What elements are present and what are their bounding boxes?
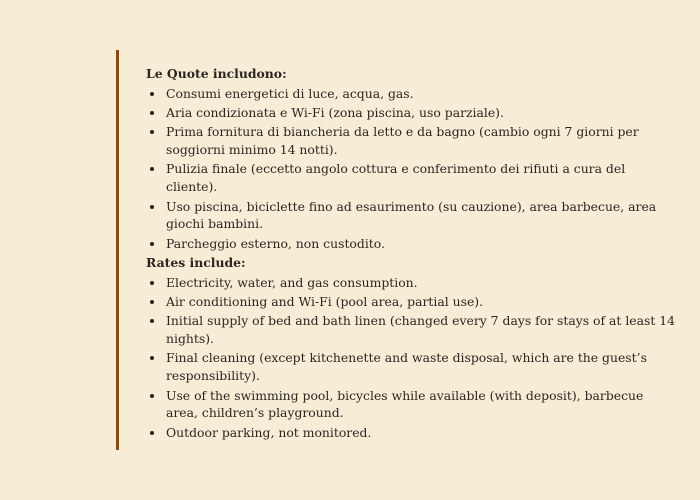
list-item-text: Parcheggio esterno, non custodito. bbox=[166, 235, 385, 251]
english-heading: Rates include: bbox=[146, 254, 246, 270]
italian-list bbox=[146, 85, 676, 253]
list-item bbox=[146, 198, 676, 234]
list-item-text: Pulizia finale (eccetto angolo cottura e conferimento dei rifiuti a cura del cliente). bbox=[166, 161, 626, 195]
list-item-text: Air conditioning and Wi-Fi (pool area, partial use). bbox=[166, 294, 484, 310]
italian-heading: Le Quote includono: bbox=[146, 66, 287, 81]
bullet-icon bbox=[150, 281, 154, 285]
english-list bbox=[146, 274, 676, 442]
list-item bbox=[146, 123, 676, 159]
list-item-text: Outdoor parking, not monitored. bbox=[166, 424, 372, 440]
list-item bbox=[146, 293, 676, 311]
accent-vertical-rule bbox=[116, 50, 119, 450]
list-item bbox=[146, 349, 676, 385]
list-item-text: Uso piscina, biciclette fino ad esaurimento (su cauzione), area barbecue, area giochi bambini. bbox=[166, 198, 657, 232]
bullet-icon bbox=[150, 319, 154, 323]
bullet-icon bbox=[150, 242, 154, 246]
list-item bbox=[146, 387, 676, 423]
bullet-icon bbox=[150, 394, 154, 398]
list-item-text: Prima fornitura di biancheria da letto e da bagno (cambio ogni 7 giorni per soggiorni minimo 14 notti). bbox=[166, 124, 639, 158]
list-item bbox=[146, 104, 676, 122]
bullet-icon bbox=[150, 431, 154, 435]
list-item bbox=[146, 235, 676, 253]
bullet-icon bbox=[150, 356, 154, 360]
list-item-text: Aria condizionata e Wi-Fi (zona piscina, uso parziale). bbox=[166, 105, 504, 121]
list-item bbox=[146, 424, 676, 442]
bullet-icon bbox=[150, 205, 154, 209]
list-item-text: Use of the swimming pool, bicycles while available (with deposit), barbecue area, children’s playground. bbox=[166, 387, 644, 421]
list-item-text: Final cleaning (except kitchenette and waste disposal, which are the guest’s responsibility). bbox=[166, 350, 647, 384]
list-item-text: Consumi energetici di luce, acqua, gas. bbox=[166, 85, 414, 101]
list-item bbox=[146, 160, 676, 196]
bullet-icon bbox=[150, 167, 154, 171]
list-item bbox=[146, 312, 676, 348]
list-item-text: Electricity, water, and gas consumption. bbox=[166, 274, 418, 290]
rates-info-section bbox=[146, 65, 676, 443]
bullet-icon bbox=[150, 130, 154, 134]
list-item bbox=[146, 85, 676, 103]
bullet-icon bbox=[150, 92, 154, 96]
list-item bbox=[146, 274, 676, 292]
bullet-icon bbox=[150, 111, 154, 115]
list-item-text: Initial supply of bed and bath linen (changed every 7 days for stays of at least 14 nights). bbox=[166, 313, 676, 347]
bullet-icon bbox=[150, 300, 154, 304]
